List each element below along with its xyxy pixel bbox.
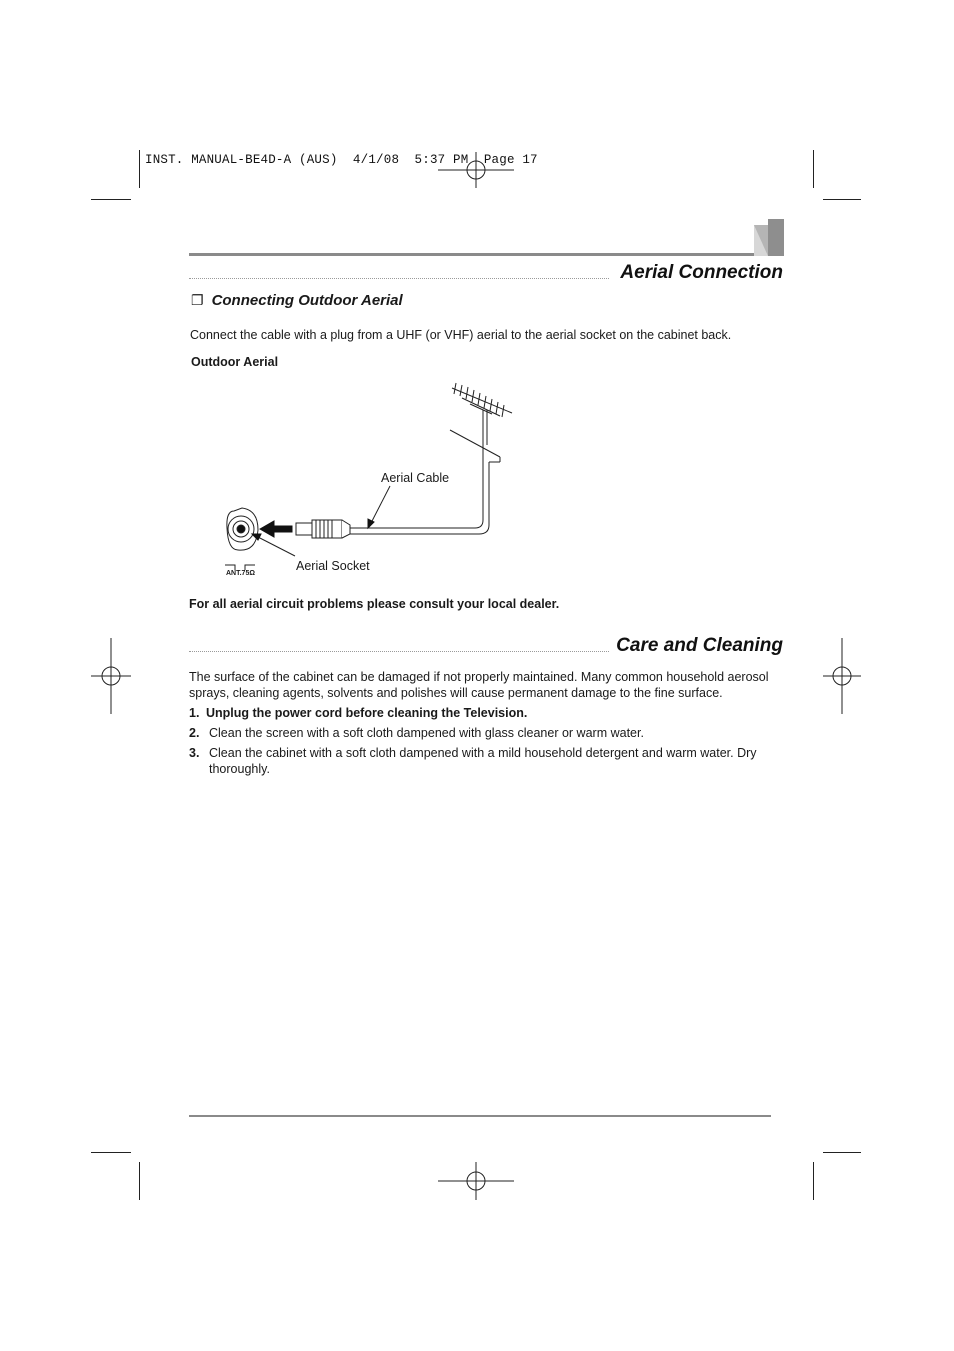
checkbox-bullet-icon: ❐ <box>191 292 204 308</box>
care-intro: The surface of the cabinet can be damaged if not properly maintained. Many common household aerosol sprays, cleaning agents, solvents and polishes will cause permanent damage to the fine surface. <box>189 670 769 700</box>
list-item: 1. Unplug the power cord before cleaning the Television. <box>189 706 528 720</box>
subsection-title <box>191 292 403 309</box>
printer-slug: INST. MANUAL-BE4D-A (AUS) 4/1/08 5:37 PM Page 17 <box>145 153 538 167</box>
section-divider <box>189 651 609 652</box>
page-tab-corner <box>754 225 784 257</box>
aerial-socket-label: Aerial Socket <box>296 559 370 573</box>
subsection-title-text: Connecting Outdoor Aerial <box>211 292 403 309</box>
aerial-cable-label: Aerial Cable <box>381 471 450 485</box>
footer-rule <box>189 1115 771 1117</box>
aerial-socket-icon <box>227 508 258 550</box>
section-divider <box>189 278 609 279</box>
list-item: 3. Clean the cabinet with a soft cloth dampened with a mild household detergent and warm water. Dry thoroughly. <box>189 746 757 776</box>
aerial-plug <box>296 520 350 538</box>
mast-bracket <box>450 430 500 525</box>
figure-heading: Outdoor Aerial <box>191 355 279 369</box>
section-title-care: Care and Cleaning <box>616 635 783 656</box>
header-rule <box>189 253 784 256</box>
section-title-aerial: Aerial Connection <box>620 262 783 283</box>
dealer-note: For all aerial circuit problems please consult your local dealer. <box>189 597 560 611</box>
list-item: 2. Clean the screen with a soft cloth dampened with glass cleaner or warm water. <box>189 726 644 740</box>
ant-label: ANT.75Ω <box>226 570 255 577</box>
aerial-intro: Connect the cable with a plug from a UHF (or VHF) aerial to the aerial socket on the cabinet back. <box>190 328 732 342</box>
